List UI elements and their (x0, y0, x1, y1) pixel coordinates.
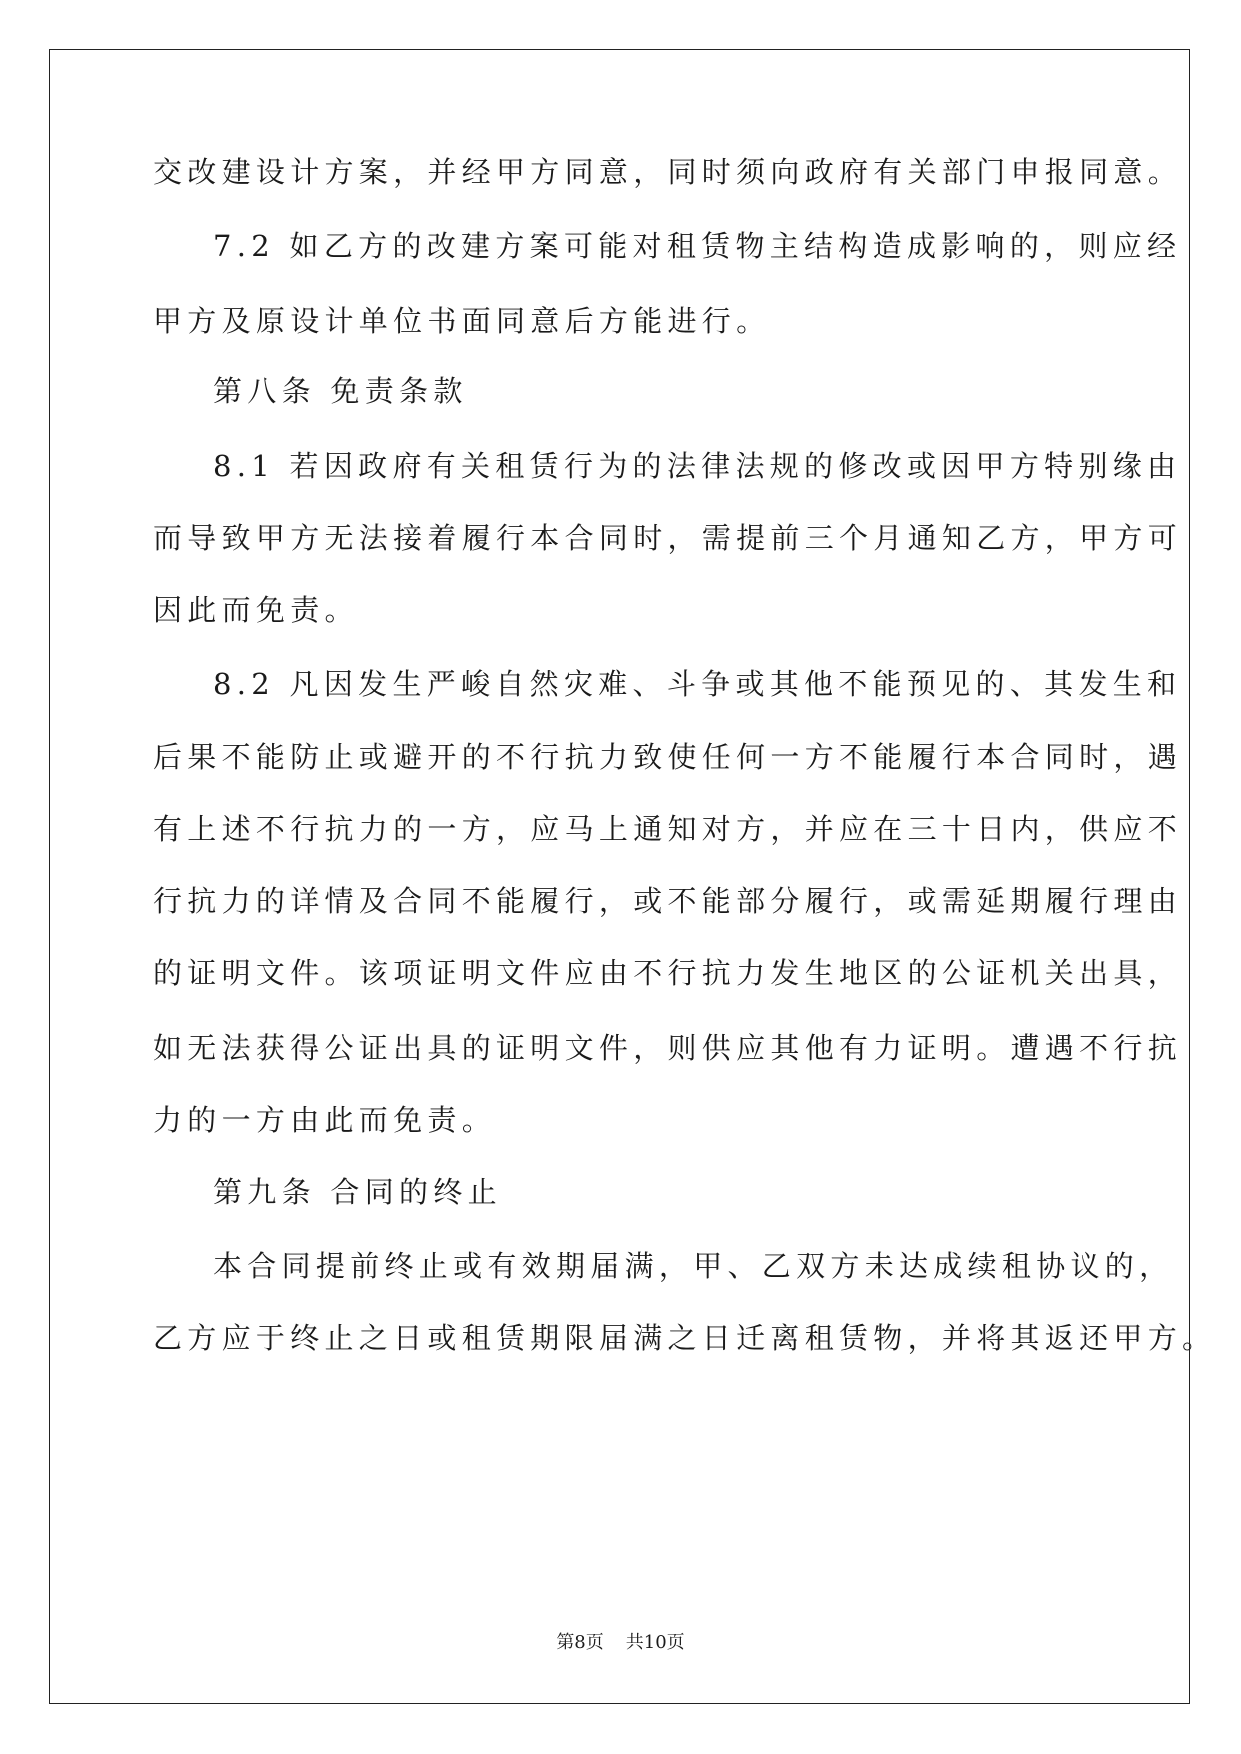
article-8-heading: 第八条 免责条款 (213, 374, 468, 408)
article-9-line-1: 本合同提前终止或有效期届满，甲、乙双方未达成续租协议的， (213, 1249, 1174, 1283)
clause-8-1-line-3: 因此而免责。 (153, 593, 359, 627)
article-9-heading: 第九条 合同的终止 (213, 1175, 502, 1209)
page-footer (0, 1632, 1241, 1654)
clause-8-2-line-5: 的证明文件。该项证明文件应由不行抗力发生地区的公证机关出具， (153, 956, 1183, 990)
text-line: 交改建设计方案，并经甲方同意，同时须向政府有关部门申报同意。 (153, 155, 1183, 189)
clause-8-2-line-6: 如无法获得公证出具的证明文件，则供应其他有力证明。遭遇不行抗 (153, 1031, 1183, 1065)
clause-7-2-line-2: 甲方及原设计单位书面同意后方能进行。 (153, 304, 771, 338)
page-number: 第8页 (556, 1632, 604, 1653)
page-border (49, 49, 1190, 1704)
clause-8-1-line-2: 而导致甲方无法接着履行本合同时，需提前三个月通知乙方，甲方可 (153, 521, 1183, 555)
clause-8-2-line-2: 后果不能防止或避开的不行抗力致使任何一方不能履行本合同时，遇 (153, 740, 1183, 774)
clause-7-2-line-1: 7.2 如乙方的改建方案可能对租赁物主结构造成影响的，则应经 (213, 229, 1182, 263)
page-total: 共10页 (625, 1632, 685, 1653)
clause-8-2-line-1: 8.2 凡因发生严峻自然灾难、斗争或其他不能预见的、其发生和 (213, 667, 1182, 701)
clause-8-2-line-3: 有上述不行抗力的一方，应马上通知对方，并应在三十日内，供应不 (153, 812, 1183, 846)
article-9-line-2: 乙方应于终止之日或租赁期限届满之日迁离租赁物，并将其返还甲方。 (153, 1321, 1217, 1355)
clause-8-2-line-7: 力的一方由此而免责。 (153, 1103, 497, 1137)
clause-8-1-line-1: 8.1 若因政府有关租赁行为的法律法规的修改或因甲方特别缘由 (213, 449, 1182, 483)
clause-8-2-line-4: 行抗力的详情及合同不能履行，或不能部分履行，或需延期履行理由 (153, 884, 1183, 918)
